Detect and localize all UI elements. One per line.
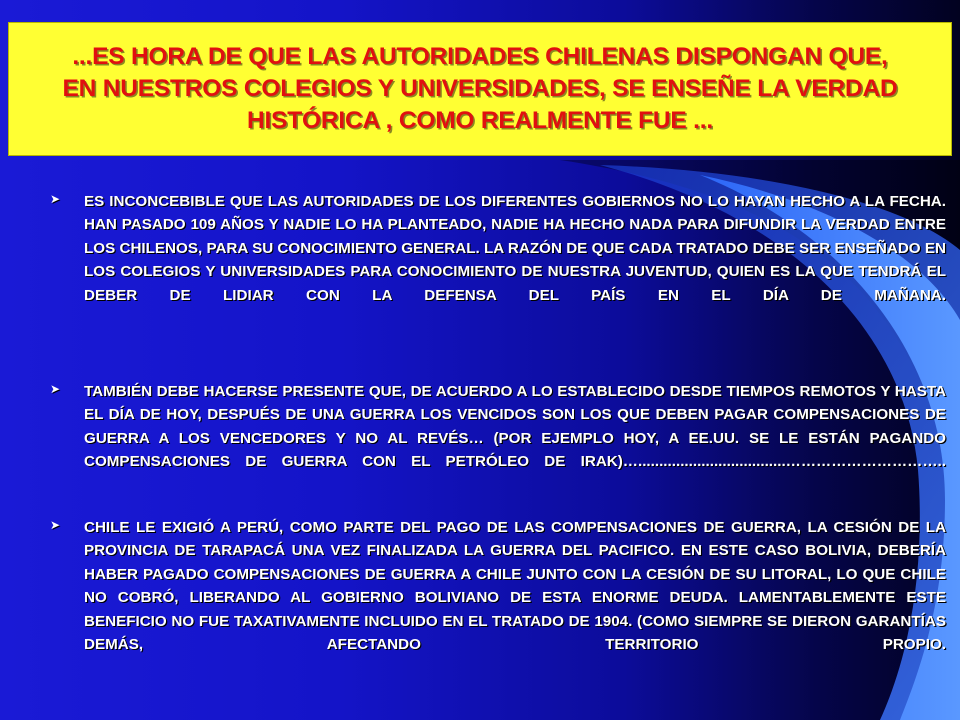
bullet-item — [50, 516, 946, 656]
arrowhead-bullet-icon: ➤ — [50, 518, 61, 532]
slide-title: ...ES HORA DE QUE LAS AUTORIDADES CHILENAS DISPONGAN QUE, EN NUESTROS COLEGIOS Y UNIVERSIDADES, SE ENSEÑE LA VERDAD HISTÓRICA , COMO REALMENTE FUE ... — [62, 43, 898, 134]
title-banner — [8, 22, 952, 156]
arrowhead-bullet-icon: ➤ — [50, 382, 61, 396]
bullet-item — [50, 190, 946, 307]
arrowhead-bullet-icon: ➤ — [50, 192, 61, 206]
bullet-text: ES INCONCEBIBLE QUE LAS AUTORIDADES DE LOS DIFERENTES GOBIERNOS NO LO HAYAN HECHO A LA FECHA. HAN PASADO 109 AÑOS Y NADIE LO HA PLANTEADO, NADIE HA HECHO NADA PARA DIFUNDIR LA VERDAD ENTRE LOS CHILENOS, PARA SU CONOCIMIENTO GENERAL. LA RAZÓN DE QUE CADA TRATADO DEBE SER ENSEÑADO EN LOS COLEGIOS Y UNIVERSIDADES PARA CONOCIMIENTO DE NUESTRA JUVENTUD, QUIEN ES LA QUE TENDRÁ EL DEBER DE LIDIAR CON LA DEFENSA DEL PAÍS EN EL DÍA DE MAÑANA. — [84, 193, 946, 304]
bullet-item — [50, 380, 946, 474]
bullet-text: TAMBIÉN DEBE HACERSE PRESENTE QUE, DE ACUERDO A LO ESTABLECIDO DESDE TIEMPOS REMOTOS Y HASTA EL DÍA DE HOY, DESPUÉS DE UNA GUERRA LOS VENCIDOS SON LOS QUE DEBEN PAGAR COMPENSACIONES DE GUERRA A LOS VENCEDORES Y NO AL REVÉS… (POR EJEMPLO HOY, A EE.UU. SE LE ESTÁN PAGANDO COMPENSACIONES DE GUERRA CON EL PETRÓLEO DE IRAK)…...................................………………………….. — [84, 383, 946, 471]
bullet-text: CHILE LE EXIGIÓ A PERÚ, COMO PARTE DEL PAGO DE LAS COMPENSACIONES DE GUERRA, LA CESIÓN DE LA PROVINCIA DE TARAPACÁ UNA VEZ FINALIZADA LA GUERRA DEL PACIFICO. EN ESTE CASO BOLIVIA, DEBERÍA HABER PAGADO COMPENSACIONES DE GUERRA A CHILE JUNTO CON LA CESIÓN DE SU LITORAL, LO QUE CHILE NO COBRÓ, LIBERANDO AL GOBIERNO BOLIVIANO DE ESTA ENORME DEUDA. LAMENTABLEMENTE ESTE BENEFICIO NO FUE TAXATIVAMENTE INCLUIDO EN EL TRATADO DE 1904. (COMO SIEMPRE SE DIERON GARANTÍAS DEMÁS, AFECTANDO TERRITORIO PROPIO. — [84, 519, 946, 654]
